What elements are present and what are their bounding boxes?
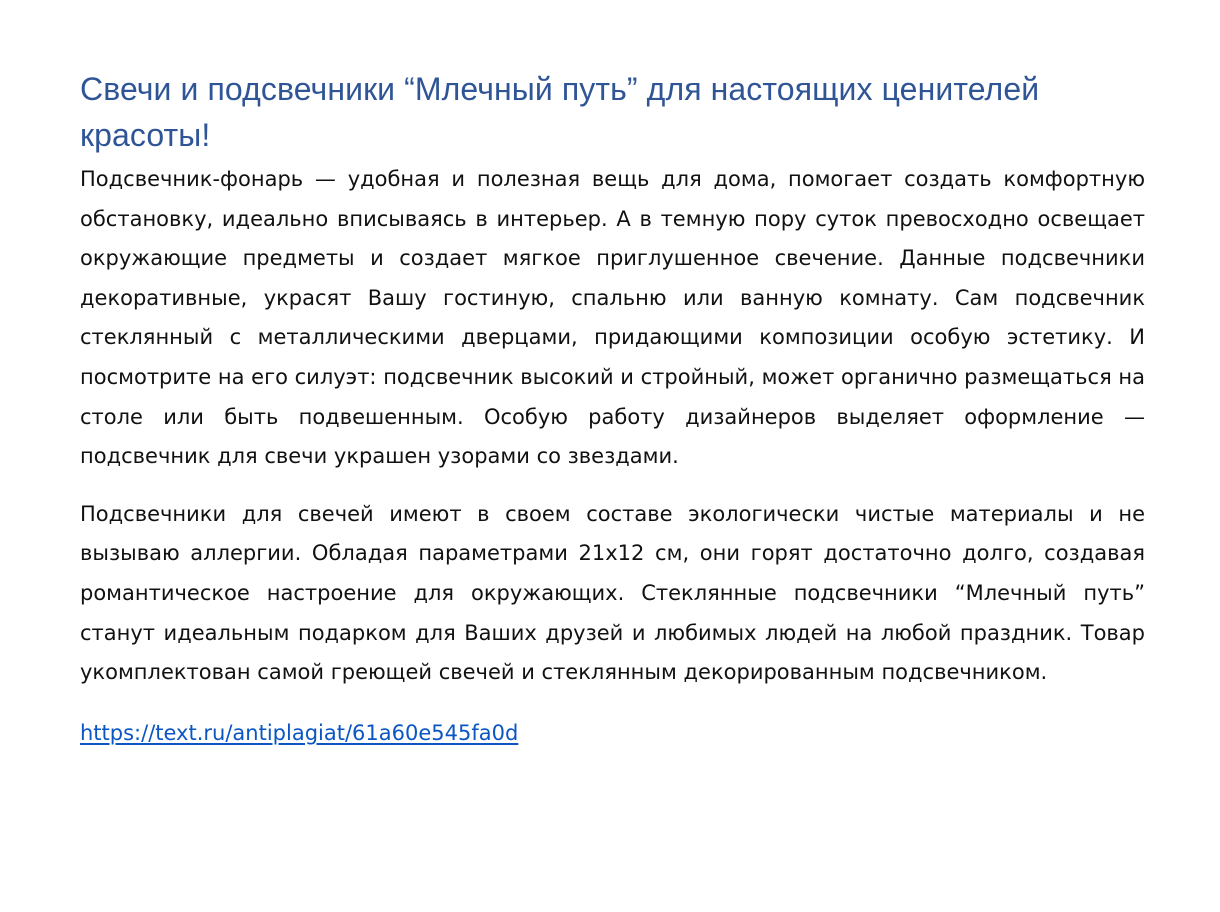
paragraph-1: Подсвечник-фонарь — удобная и полезная вещь для дома, помогает создать комфортную обстановку, идеально вписываясь в интерьер. А в темную пору суток превосходно освещает окружающие предметы и создает мягкое приглушенное свечение. Данные подсвечники декоративные, украсят Вашу гостиную, спальню или ванную комнату. Сам подсвечник стеклянный с металлическими дверцами, придающими композиции особую эстетику. И посмотрите на его силуэт: подсвечник высокий и стройный, может органично размещаться на столе или быть подвешенным. Особую работу дизайнеров выделяет оформление — подсвечник для свечи украшен узорами со звездами. <box>80 167 1145 469</box>
antiplagiat-link[interactable]: https://text.ru/antiplagiat/61a60e545fa0d <box>80 720 519 745</box>
document-page <box>80 66 1145 753</box>
document-heading: Свечи и подсвечники “Млечный путь” для настоящих ценителей красоты! <box>80 71 1040 153</box>
paragraph-2: Подсвечники для свечей имеют в своем составе экологически чистые материалы и не вызываю аллергии. Обладая параметрами 21х12 см, они горят достаточно долго, создавая романтическое настроение для окружающих. Стеклянные подсвечники “Млечный путь” станут идеальным подарком для Ваших друзей и любимых людей на любой праздник. Товар укомплектован самой греющей свечей и стеклянным декорированным подсвечником. <box>80 501 1145 685</box>
